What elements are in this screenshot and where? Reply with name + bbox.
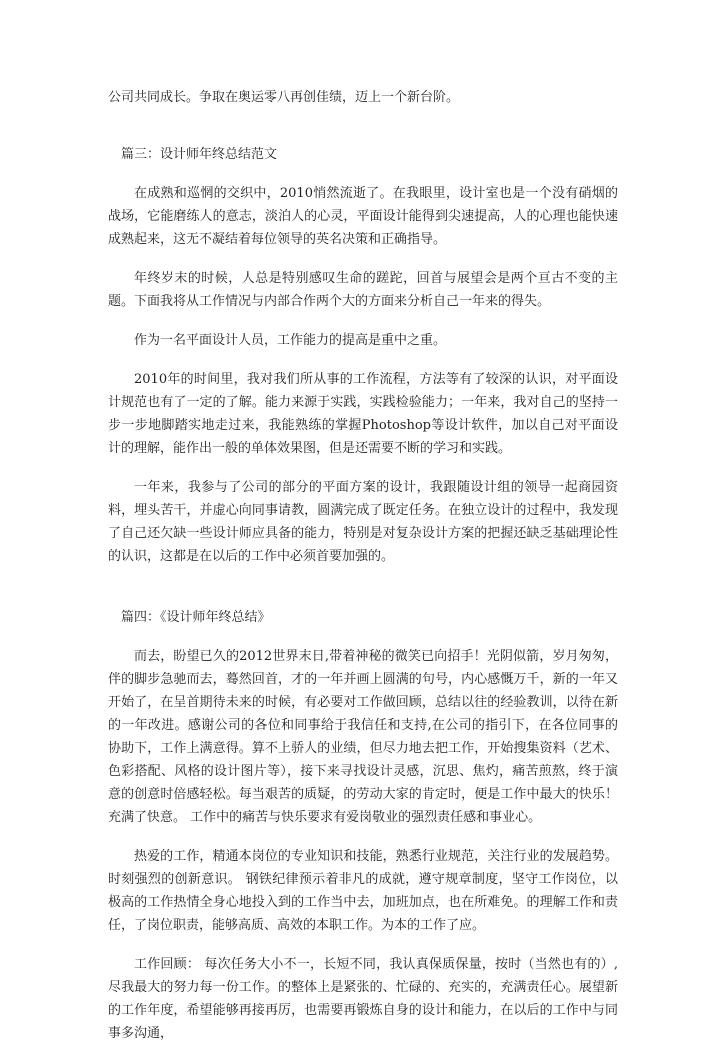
paragraph-3: 作为一名平面设计人员，工作能力的提高是重中之重。	[134, 333, 447, 348]
paragraph-5: 一年来，我参与了公司的部分的平面方案的设计，我跟随设计组的领导一起商园资料，埋头苦干，并虚心向同事请教，圆满完成了既定任务。在独立设计的过程中，我发现了自己还欠缺一些设计师应具备的能力，特别是对复杂设计方案的把握还缺乏基础理论性的认识，这都是在以后的工作中必须首要加强的。	[108, 480, 618, 564]
paragraph-4: 2010年的时间里，我对我们所从事的工作流程，方法等有了较深的认识，对平面设计规范也有了一定的了解。能力来源于实践，实践检验能力；一年来，我对自己的坚持一步一步地脚踏实地走过来，我能熟练的掌握Photoshop等设计软件，加以自己对平面设计的理解，能作出一般的单体效果图，但是还需要不断的学习和实践。	[108, 372, 618, 456]
paragraph-6: 而去，盼望已久的2012世界末日,带着神秘的微笑已向招手！光阴似箭，岁月匆匆，伴的脚步急驰而去，蓦然回首，才的一年并画上圆满的句号，内心感慨万千，新的一年又开始了，在呈首期待未来的时候，有必要对工作做回顾，总结以往的经验教训，以待在新的一年改进。感谢公司的各位和同事给于我信任和支持,在公司的指引下，在各位同事的协助下，工作上满意得。算不上骄人的业绩，但尽力地去把工作，开始搜集资料（艺术、色彩搭配、风格的设计图片等），接下来寻找设计灵感，沉思、焦灼，痛苦煎熬，终于演意的创意时倍感轻松。每当艰苦的质疑，的劳动大家的肯定时，便是工作中最大的快乐！充满了快意。 工作中的痛苦与快乐要求有爱岗敬业的强烈责任感和事业心。	[108, 649, 618, 825]
paragraph-intro: 公司共同成长。争取在奥运零八再创佳绩，迈上一个新台阶。	[108, 90, 460, 105]
document-body	[108, 86, 618, 1061]
section-heading-4: 篇四：《设计师年终总结》	[121, 610, 271, 625]
paragraph-2: 年终岁末的时候，人总是特别感叹生命的蹉跎，回首与展望会是两个亘古不变的主题。下面我将从工作情况与内部合作两个大的方面来分析自己一年来的得失。	[108, 271, 618, 309]
paragraph-8: 工作回顾： 每次任务大小不一，长短不同，我认真保质保量，按时（当然也有的）,尽我最大的努力每一份工作。的整体上是紧张的、忙碌的、充实的，充满责任心。展望新的工作年度，希望能够再接再厉，也需要再锻炼自身的设计和能力，在以后的工作中与同事多沟通，	[108, 957, 618, 1041]
paragraph-7: 热爱的工作，精通本岗位的专业知识和技能，熟悉行业规范，关注行业的发展趋势。时刻强烈的创新意识。 钢铁纪律预示着非凡的成就，遵守规章制度，坚守工作岗位，以极高的工作热情全身心地投入到的工作当中去，加班加点，也在所难免。的理解工作和责任，了岗位职责，能够高质、高效的本职工作。为本的工作了应。	[108, 849, 618, 933]
paragraph-1: 在成熟和巡惘的交织中，2010悄然流逝了。在我眼里，设计室也是一个没有硝烟的战场，它能磨练人的意志，淡泊人的心灵，平面设计能得到尖速提高，人的心理也能快速成熟起来，这无不凝结着每位领导的英名决策和正确指导。	[108, 186, 618, 247]
section-heading-3: 篇三：设计师年终总结范文	[121, 147, 278, 162]
section-spacer	[108, 584, 618, 606]
